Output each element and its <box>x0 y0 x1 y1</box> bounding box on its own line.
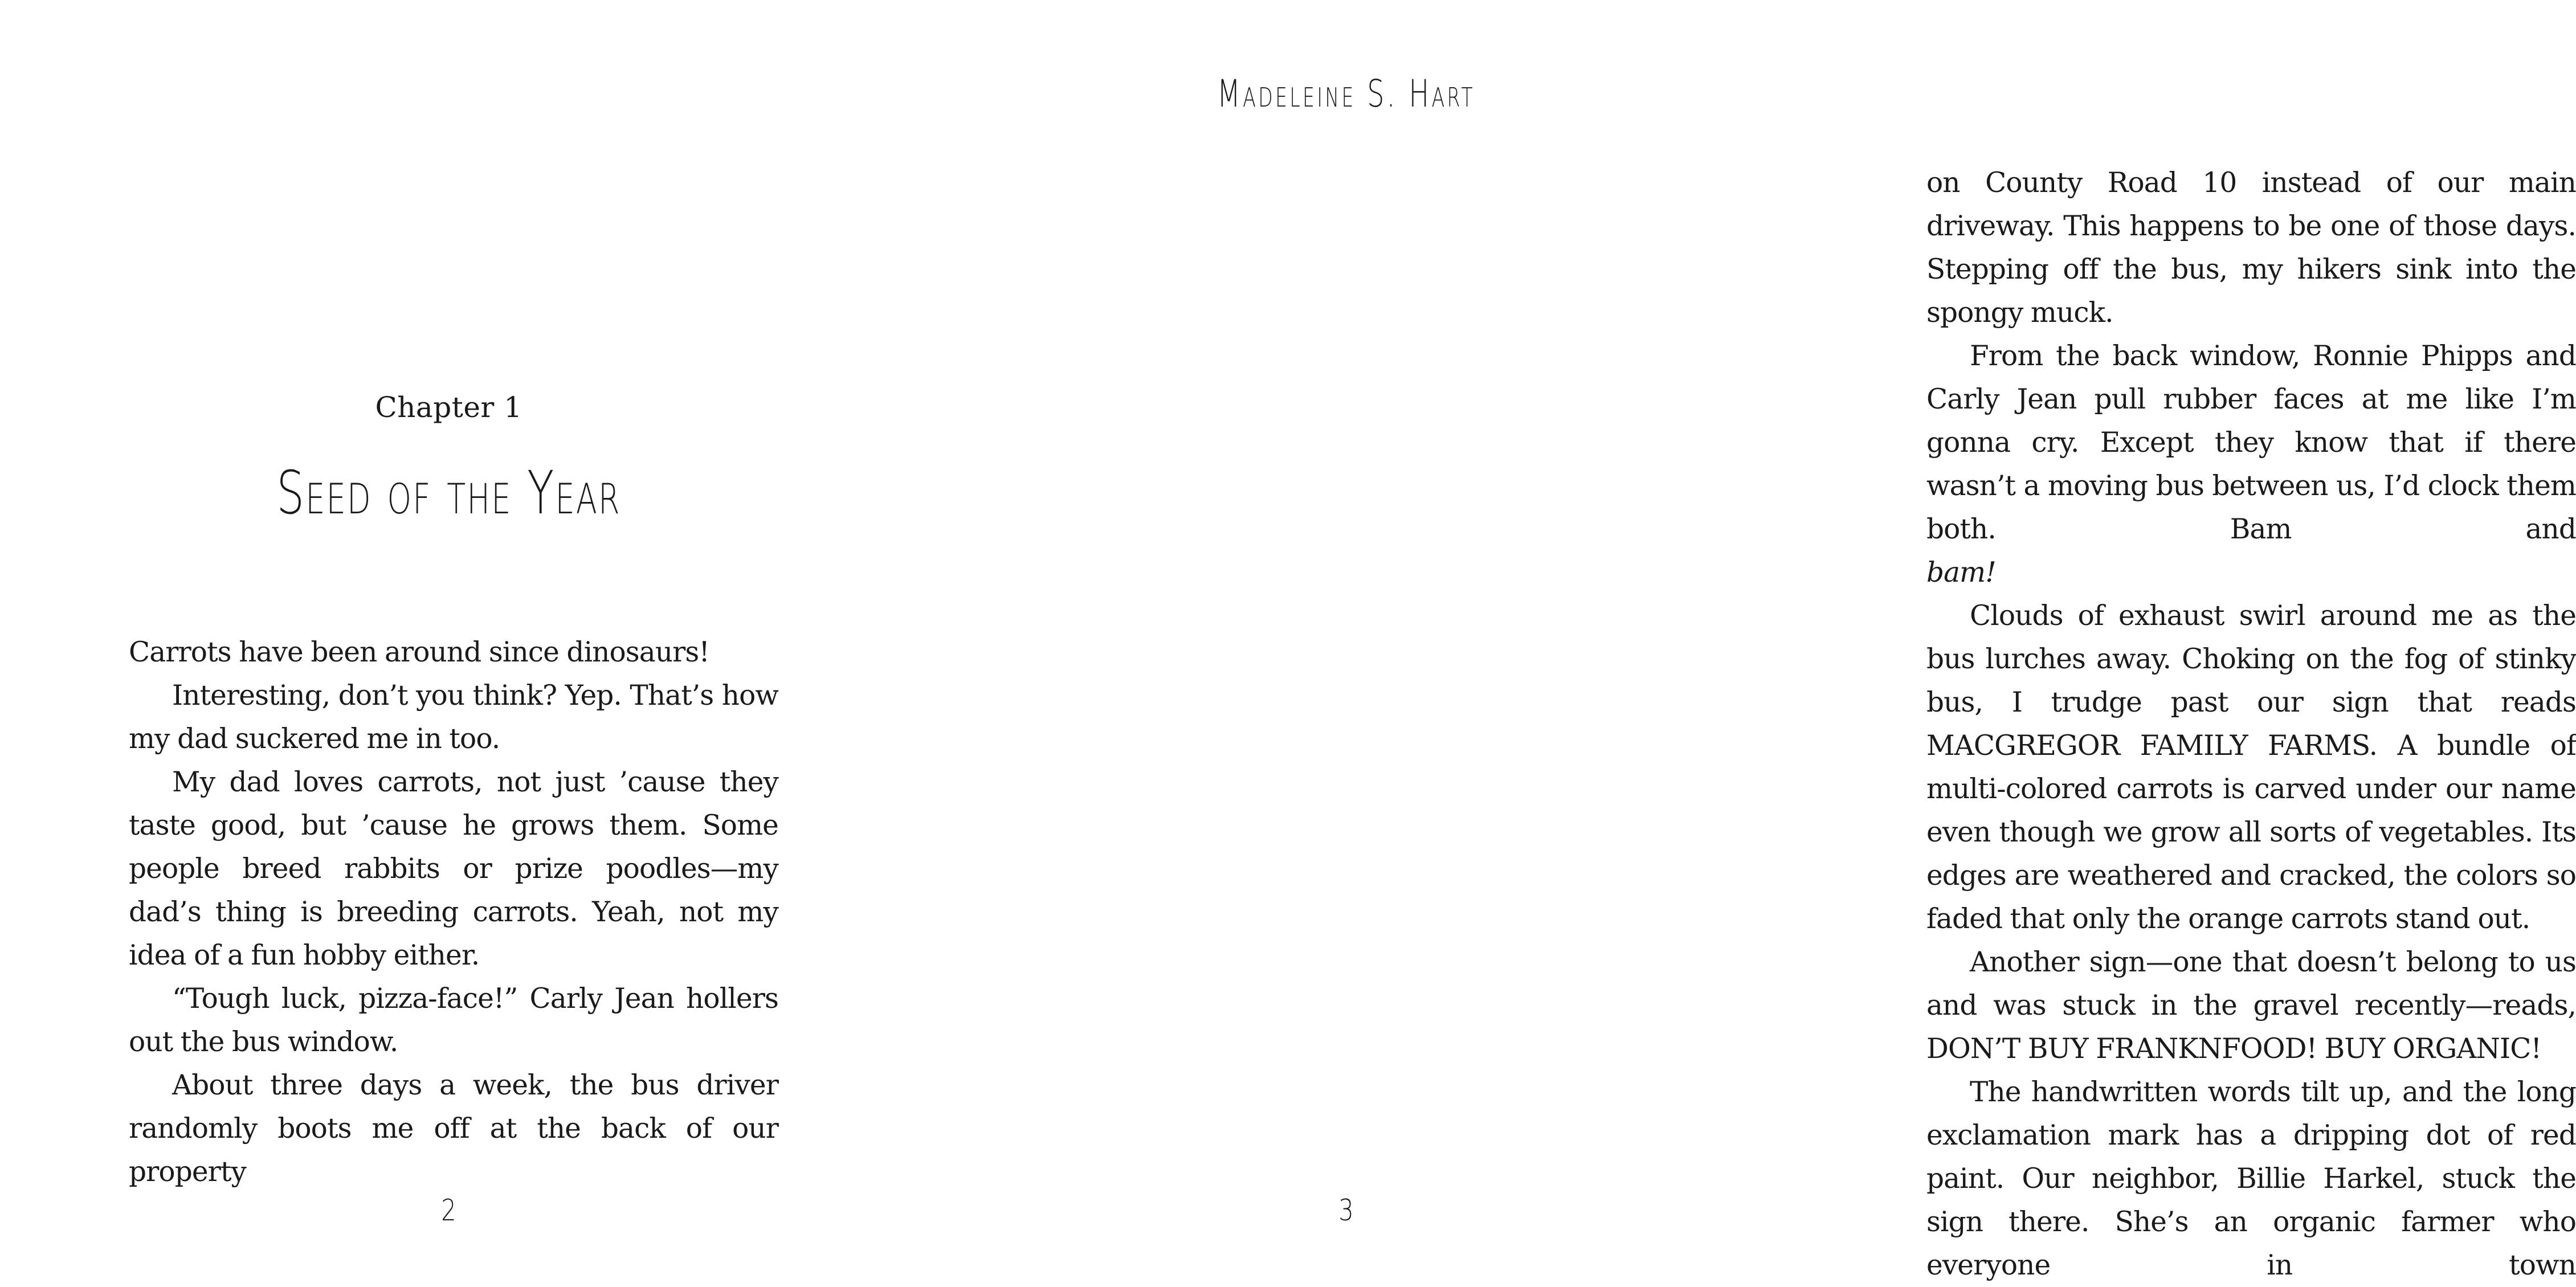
right-body-text <box>1926 161 2576 1287</box>
chapter-title: Seed of the Year <box>276 458 621 528</box>
paragraph: “Tough luck, pizza-face!” Carly Jean hollers out the bus window. <box>129 983 778 1058</box>
left-page <box>0 0 897 1282</box>
paragraph: Carrots have been around since dinosaurs! <box>129 636 710 668</box>
paragraph: Another sign—one that doesn’t belong to us and was stuck in the gravel recently—reads, DON’T BUY FRANKNFOOD! BUY ORGANIC! <box>1926 946 2576 1065</box>
paragraph-continuation <box>1926 551 1996 594</box>
right-page <box>897 0 2576 1282</box>
paragraph: on County Road 10 instead of our main driveway. This happens to be one of those days. Stepping off the bus, my hikers sink into the spongy muck. <box>1926 167 2576 329</box>
paragraph: Interesting, don’t you think? Yep. That’s how my dad suckered me in too. <box>129 680 778 755</box>
paragraph: From the back window, Ronnie Phipps and Carly Jean pull rubber faces at me like I’m gonna cry. Except they know that if there wasn’t a moving bus between us, I’d clock them both. Bam and <box>1926 340 2576 545</box>
chapter-label: Chapter 1 <box>375 391 522 424</box>
page-number: 3 <box>1338 1194 1354 1228</box>
paragraph: The handwritten words tilt up, and the long exclamation mark has a dripping dot of red paint. Our neighbor, Billie Harkel, stuck the sign there. She’s an organic farmer who everyone in town <box>1926 1076 2576 1281</box>
page-number: 2 <box>441 1194 456 1228</box>
running-head-author: Madeleine S. Hart <box>1216 72 1476 116</box>
paragraph: Clouds of exhaust swirl around me as the bus lurches away. Choking on the fog of stinky bus, I trudge past our sign that reads MACGREGOR FAMILY FARMS. A bundle of multi-colored carrots is carved under our name even though we grow all sorts of vegetables. Its edges are weathered and cracked, the colors so faded that only the orange carrots stand out. <box>1926 600 2576 935</box>
paragraph: My dad loves carrots, not just ’cause they taste good, but ’cause he grows them. Some people breed rabbits or prize poodles—my dad’s thing is breeding carrots. Yeah, not my idea of a fun hobby either. <box>129 766 778 971</box>
italic-word: bam! <box>1926 557 1996 589</box>
left-body-text <box>129 631 778 1194</box>
paragraph: About three days a week, the bus driver randomly boots me off at the back of our property <box>129 1069 778 1188</box>
